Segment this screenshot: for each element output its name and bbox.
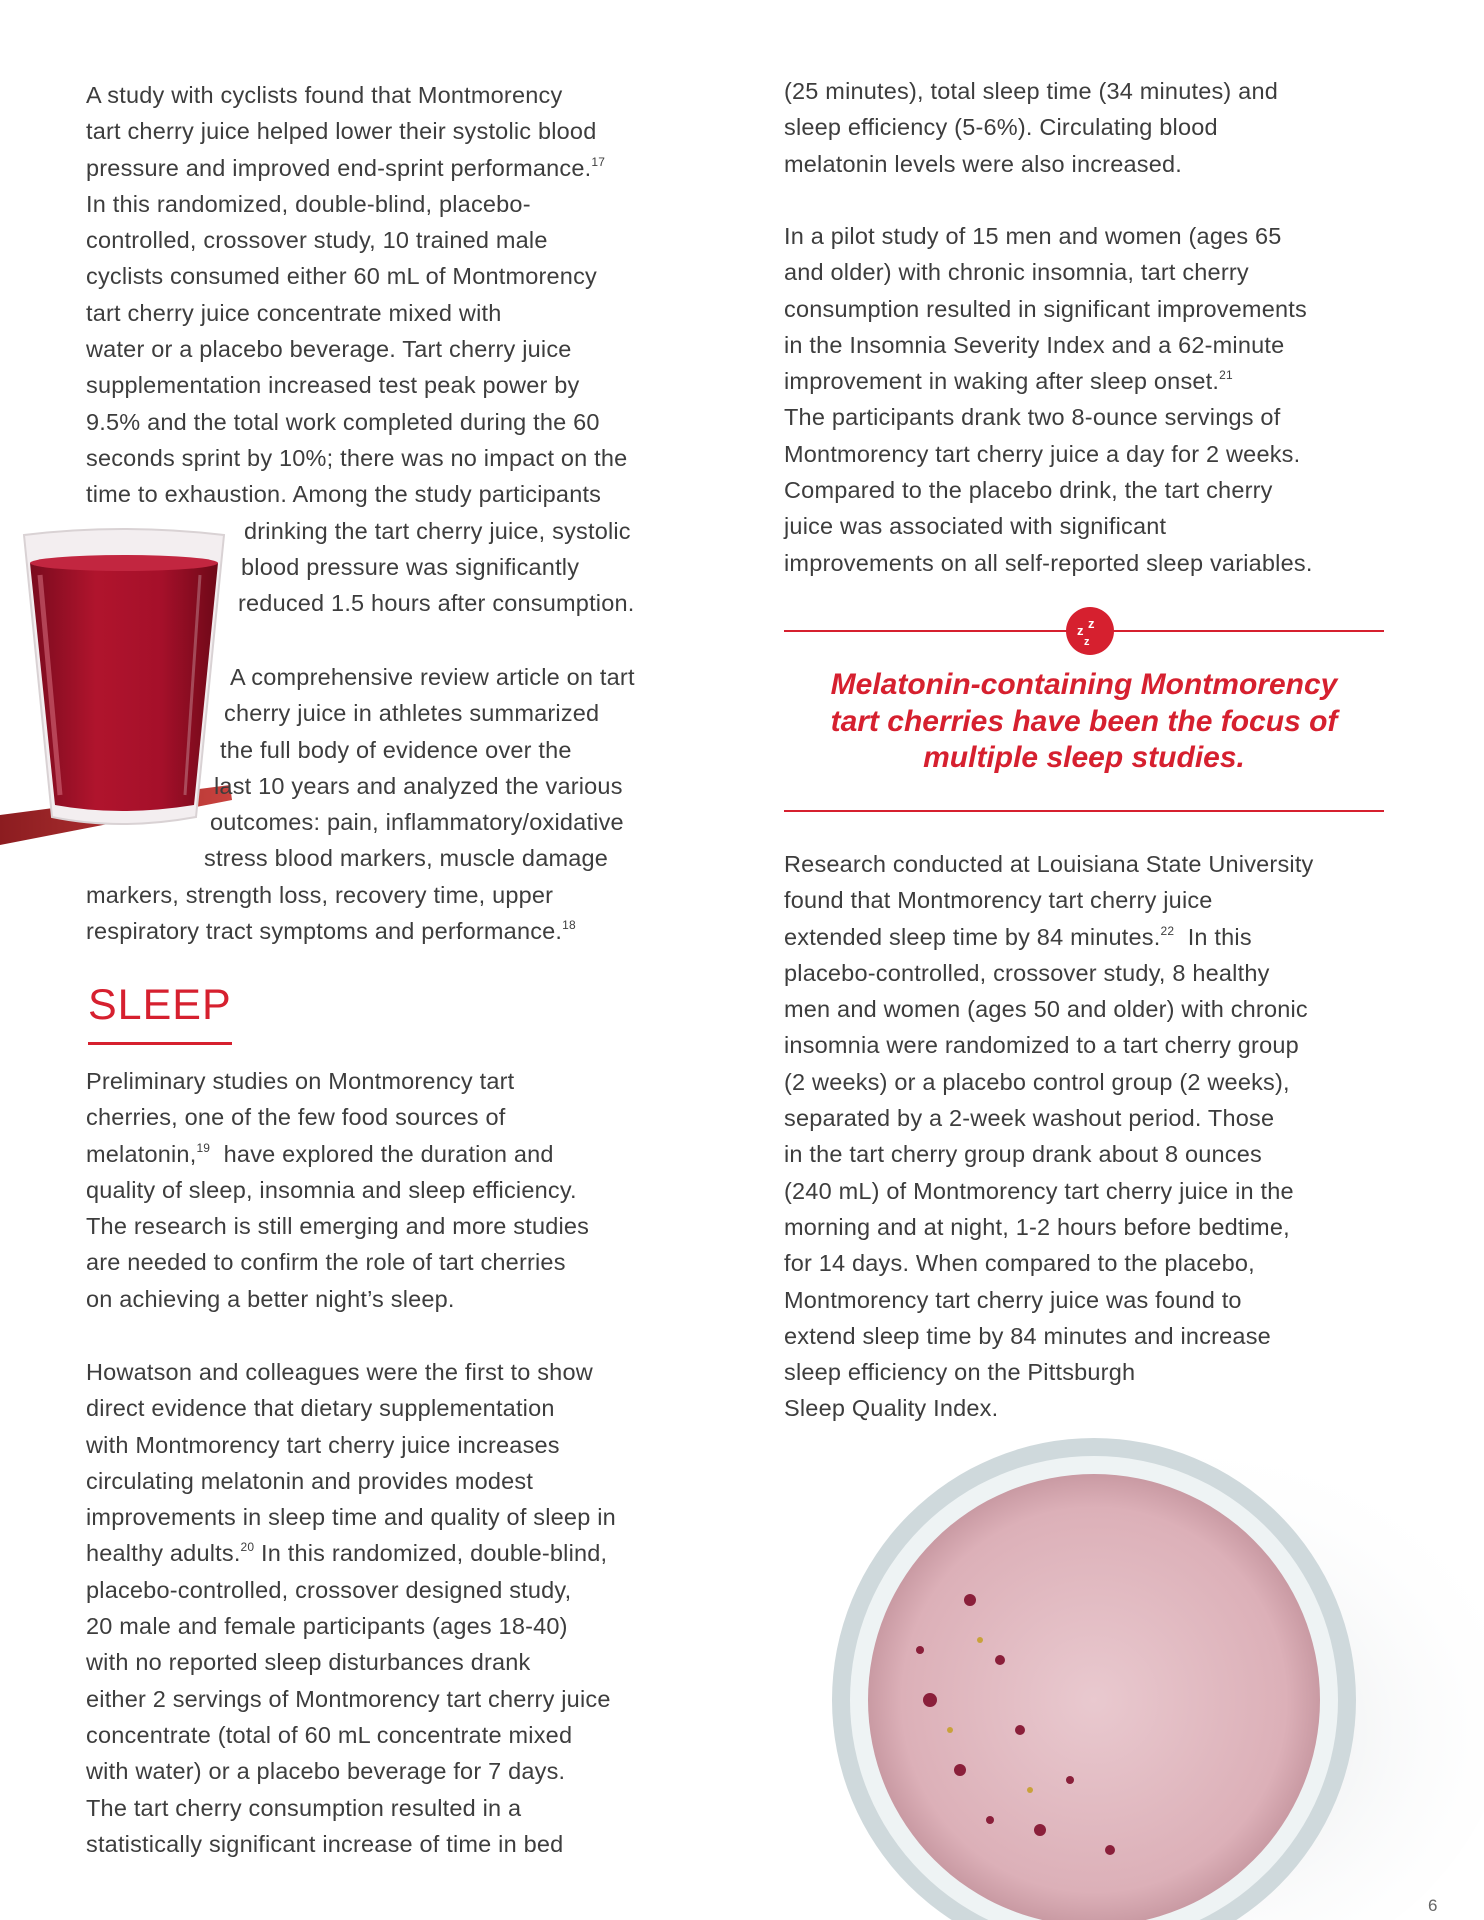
svg-text:z: z xyxy=(1088,616,1095,631)
svg-text:z: z xyxy=(1084,636,1090,648)
citation-ref: 19 xyxy=(196,1140,211,1155)
pink-latte-bowl-image xyxy=(770,1400,1484,1920)
citation-ref: 17 xyxy=(591,154,606,169)
athlete-review-paragraph: A comprehensive review article on tart cherry juice in athletes summarized the full body of evidence over the last 10 years and analyzed the various outcomes: pain, inflammatory/oxidative stress blood markers, muscle damage markers, strength loss, recovery time, upper respiratory tract symptoms and performance.$^{18}$ xyxy=(86,664,635,945)
pull-quote: Melatonin-containing Montmorency tart cherries have been the focus of multiple sleep studies. xyxy=(830,668,1338,774)
citation-ref: 18 xyxy=(562,918,576,933)
cyclist-study-paragraph: A study with cyclists found that Montmorency tart cherry juice helped lower their systolic blood pressure and improved end-sprint performance.$^{17}$ In this randomized, double-blind, placebo- controlled, crossover study, 10 trained male cyclists consumed either 60 mL of Montmorency tart cherry juice concentrate mixed with water or a placebo beverage. Tart cherry juice supplementation increased test peak power by 9.5% and the total work completed during the 60 seconds sprint by 10%; there was no impact on the time to exhaustion. Among the study participants drinking the tart cherry juice, systolic blood pressure was significantly reduced 1.5 hours after consumption. xyxy=(86,82,635,617)
lsu-research-paragraph: Research conducted at Louisiana State University found that Montmorency tart cherry juice extended sleep time by 84 minutes.$^{22}$ In this placebo-controlled, crossover study, 8 healthy men and women (ages 50 and older) with chronic insomnia were randomized to a tart cherry group (2 weeks) or a placebo control group (2 weeks), separated by a 2-week washout period. Those in the tart cherry group drank about 8 ounces (240 mL) of Montmorency tart cherry juice in the morning and at night, 1-2 hours before bedtime, for 14 days. When compared to the placebo, Montmorency tart cherry juice was found to extend sleep time by 84 minutes and increase sleep efficiency on the Pittsburgh Sleep Quality Index. xyxy=(784,851,1314,1422)
sleep-results-paragraph: (25 minutes), total sleep time (34 minutes) and sleep efficiency (5-6%). Circulating blood melatonin levels were also increased. xyxy=(784,78,1278,177)
howatson-study-paragraph: Howatson and colleagues were the first to show direct evidence that dietary supplementation with Montmorency tart cherry juice increases circulating melatonin and provides modest improvements in sleep time and quality of sleep in healthy adults.$^{20}$ In this randomized, double-blind, placebo-controlled, crossover designed study, 20 male and female participants (ages 18-40) with no reported sleep disturbances drank either 2 servings of Montmorency tart cherry juice concentrate (total of 60 mL concentrate mixed with water) or a placebo beverage for 7 days. The tart cherry consumption resulted in a statistically significant increase of time in bed xyxy=(86,1359,616,1857)
preliminary-studies-paragraph: Preliminary studies on Montmorency tart cherries, one of the few food sources of melatonin,$^{19}$ have explored the duration and quality of sleep, insomnia and sleep efficiency. The research is still emerging and more studies are needed to confirm the role of tart cherries on achieving a better night’s sleep. xyxy=(86,1068,590,1312)
sleep-zzz-icon xyxy=(1066,607,1114,655)
citation-ref: 21 xyxy=(1219,368,1233,383)
svg-text:z: z xyxy=(1077,623,1084,638)
sleep-heading-underline xyxy=(88,1042,232,1045)
page-number: 6 xyxy=(1428,1896,1438,1915)
sleep-section-heading: SLEEP xyxy=(88,981,232,1029)
pilot-study-paragraph: In a pilot study of 15 men and women (ages 65 and older) with chronic insomnia, tart cherry consumption resulted in significant improvements in the Insomnia Severity Index and a 62-minute improvement in waking after sleep onset.$^{21}$ The participants drank two 8-ounce servings of Montmorency tart cherry juice a day for 2 weeks. Compared to the placebo drink, the tart cherry juice was associated with significant improvements on all self-reported sleep variables. xyxy=(784,223,1313,576)
citation-ref: 20 xyxy=(240,1540,255,1555)
citation-ref: 22 xyxy=(1160,923,1175,938)
pull-quote-bottom-rule xyxy=(784,810,1384,812)
